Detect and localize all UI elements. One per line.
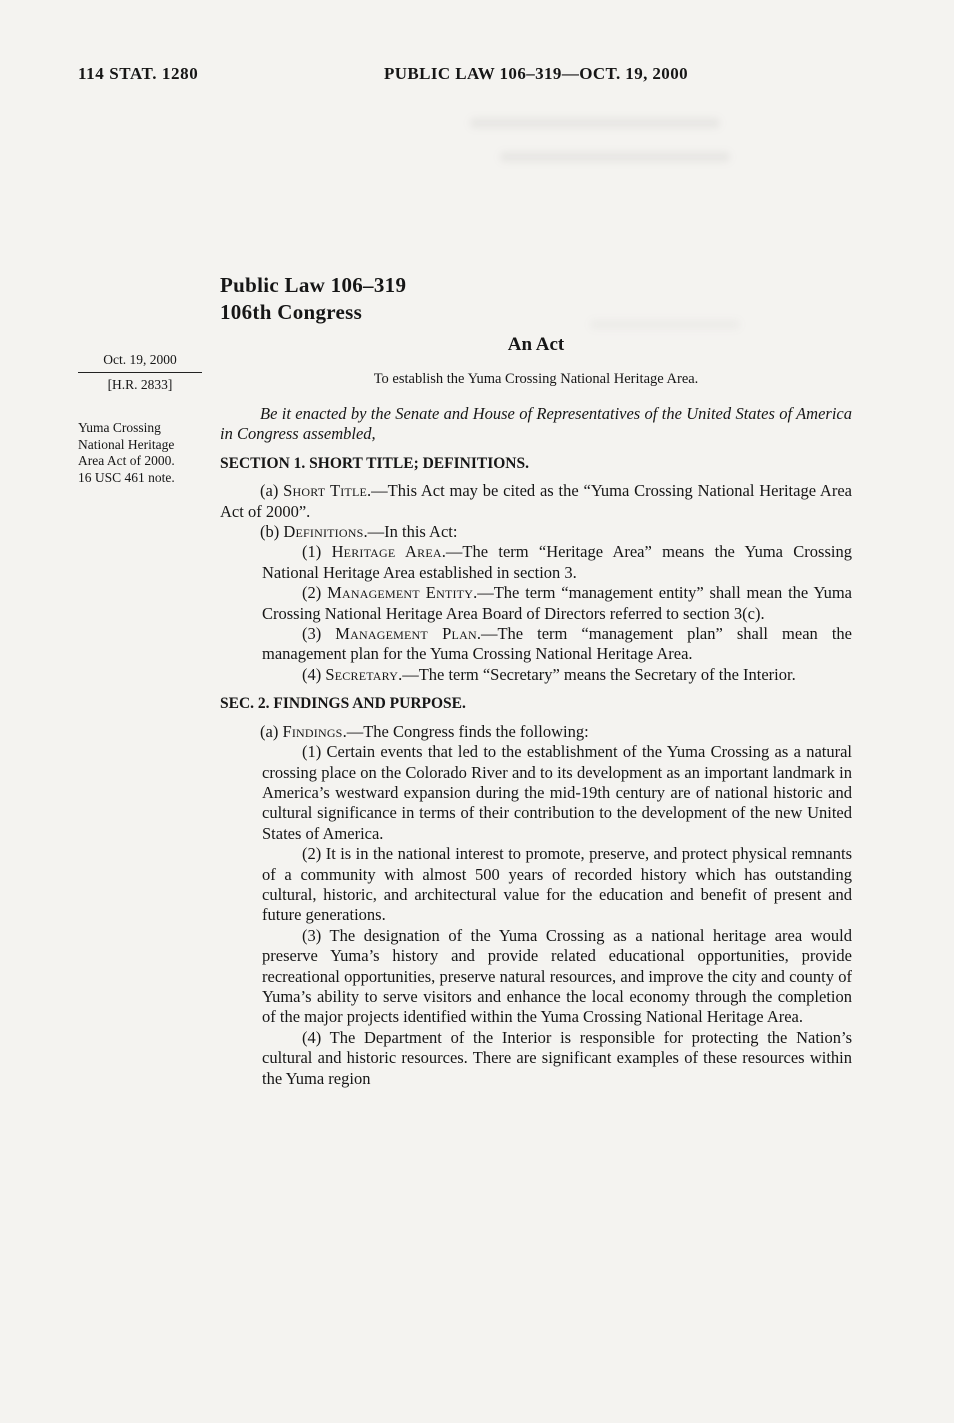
sec2-a-finding-4: (4) The Department of the Interior is responsible for protecting the Nation’s cultural and historic resources. There are significant examples of these resources within the Yuma region bbox=[262, 1027, 852, 1088]
act-purpose: To establish the Yuma Crossing National Heritage Area. bbox=[373, 371, 699, 387]
act-heading: An Act bbox=[507, 334, 565, 355]
sec1-b-paragraph-1: (1) Heritage Area.—The term “Heritage Area” means the Yuma Crossing National Heritage Area established in section 3. bbox=[262, 542, 852, 582]
statute-page-number: 114 STAT. 1280 bbox=[78, 64, 199, 83]
sec2-a-finding-2: (2) It is in the national interest to promote, preserve, and protect physical remnants of a community with almost 500 years of recorded history which has outstanding cultural, historic, and architectural value for the education and benefit of present and future generations. bbox=[262, 844, 852, 925]
sidenote-bill-number: [H.R. 2833] bbox=[107, 376, 173, 392]
running-head: PUBLIC LAW 106–319—OCT. 19, 2000 bbox=[383, 64, 689, 83]
page-header bbox=[78, 64, 852, 88]
sec2-a-finding-3: (3) The designation of the Yuma Crossing as a national heritage area would preserve Yuma’s history and provide related educational opportunities, provide recreational opportunities, preserve natural resources, and improve the city and county of Yuma’s ability to serve visitors and enhance the local economy through the completion of the major projects identified within the Yuma Crossing National Heritage Area. bbox=[262, 925, 852, 1027]
section-2-heading: SEC. 2. FINDINGS AND PURPOSE. bbox=[220, 695, 466, 713]
congress-number: 106th Congress bbox=[220, 300, 363, 324]
sidenote-note-block bbox=[78, 420, 206, 486]
sidenote-usc-note: 16 USC 461 note. bbox=[78, 469, 175, 485]
sec1-b-paragraph-2: (2) Management Entity.—The term “management entity” shall mean the Yuma Crossing National Heritage Area Board of Directors referred to section 3(c). bbox=[262, 583, 852, 623]
sec2-a-finding-1: (1) Certain events that led to the establishment of the Yuma Crossing as a natural crossing place on the Colorado River and to its development as an important landmark in America’s westward expansion during the mid-19th century are of national historic and cultural significance in terms of their contribution to the development of the new United States of America. bbox=[262, 742, 852, 843]
sidenote-date-block bbox=[78, 352, 202, 393]
sidenote-rule bbox=[78, 372, 202, 373]
section-1-heading: SECTION 1. SHORT TITLE; DEFINITIONS. bbox=[220, 454, 529, 472]
sidenote-date: Oct. 19, 2000 bbox=[103, 352, 177, 367]
scan-artifact bbox=[500, 152, 730, 162]
sec1-subsection-a: (a) Short Title.—This Act may be cited as the “Yuma Crossing National Heritage Area Act of 2000”. bbox=[220, 481, 852, 521]
law-paragraphs bbox=[220, 404, 852, 1089]
sec1-b-paragraph-4: (4) Secretary.—The term “Secretary” means the Secretary of the Interior. bbox=[302, 664, 796, 684]
sec2-subsection-a: (a) Findings.—The Congress finds the following: bbox=[260, 721, 589, 741]
law-text-column bbox=[220, 272, 852, 1089]
public-law-number: Public Law 106–319 bbox=[220, 273, 407, 297]
sidenote-short-title-note: Yuma Crossing National Heritage Area Act of 2000. bbox=[78, 420, 175, 468]
sec1-b-paragraph-3: (3) Management Plan.—The term “management plan” shall mean the management plan for the Yuma Crossing National Heritage Area. bbox=[262, 624, 852, 664]
scan-artifact bbox=[470, 118, 720, 128]
enacting-clause: Be it enacted by the Senate and House of Representatives of the United States of America in Congress assembled, bbox=[220, 404, 852, 444]
sec1-subsection-b: (b) Definitions.—In this Act: bbox=[260, 522, 458, 542]
